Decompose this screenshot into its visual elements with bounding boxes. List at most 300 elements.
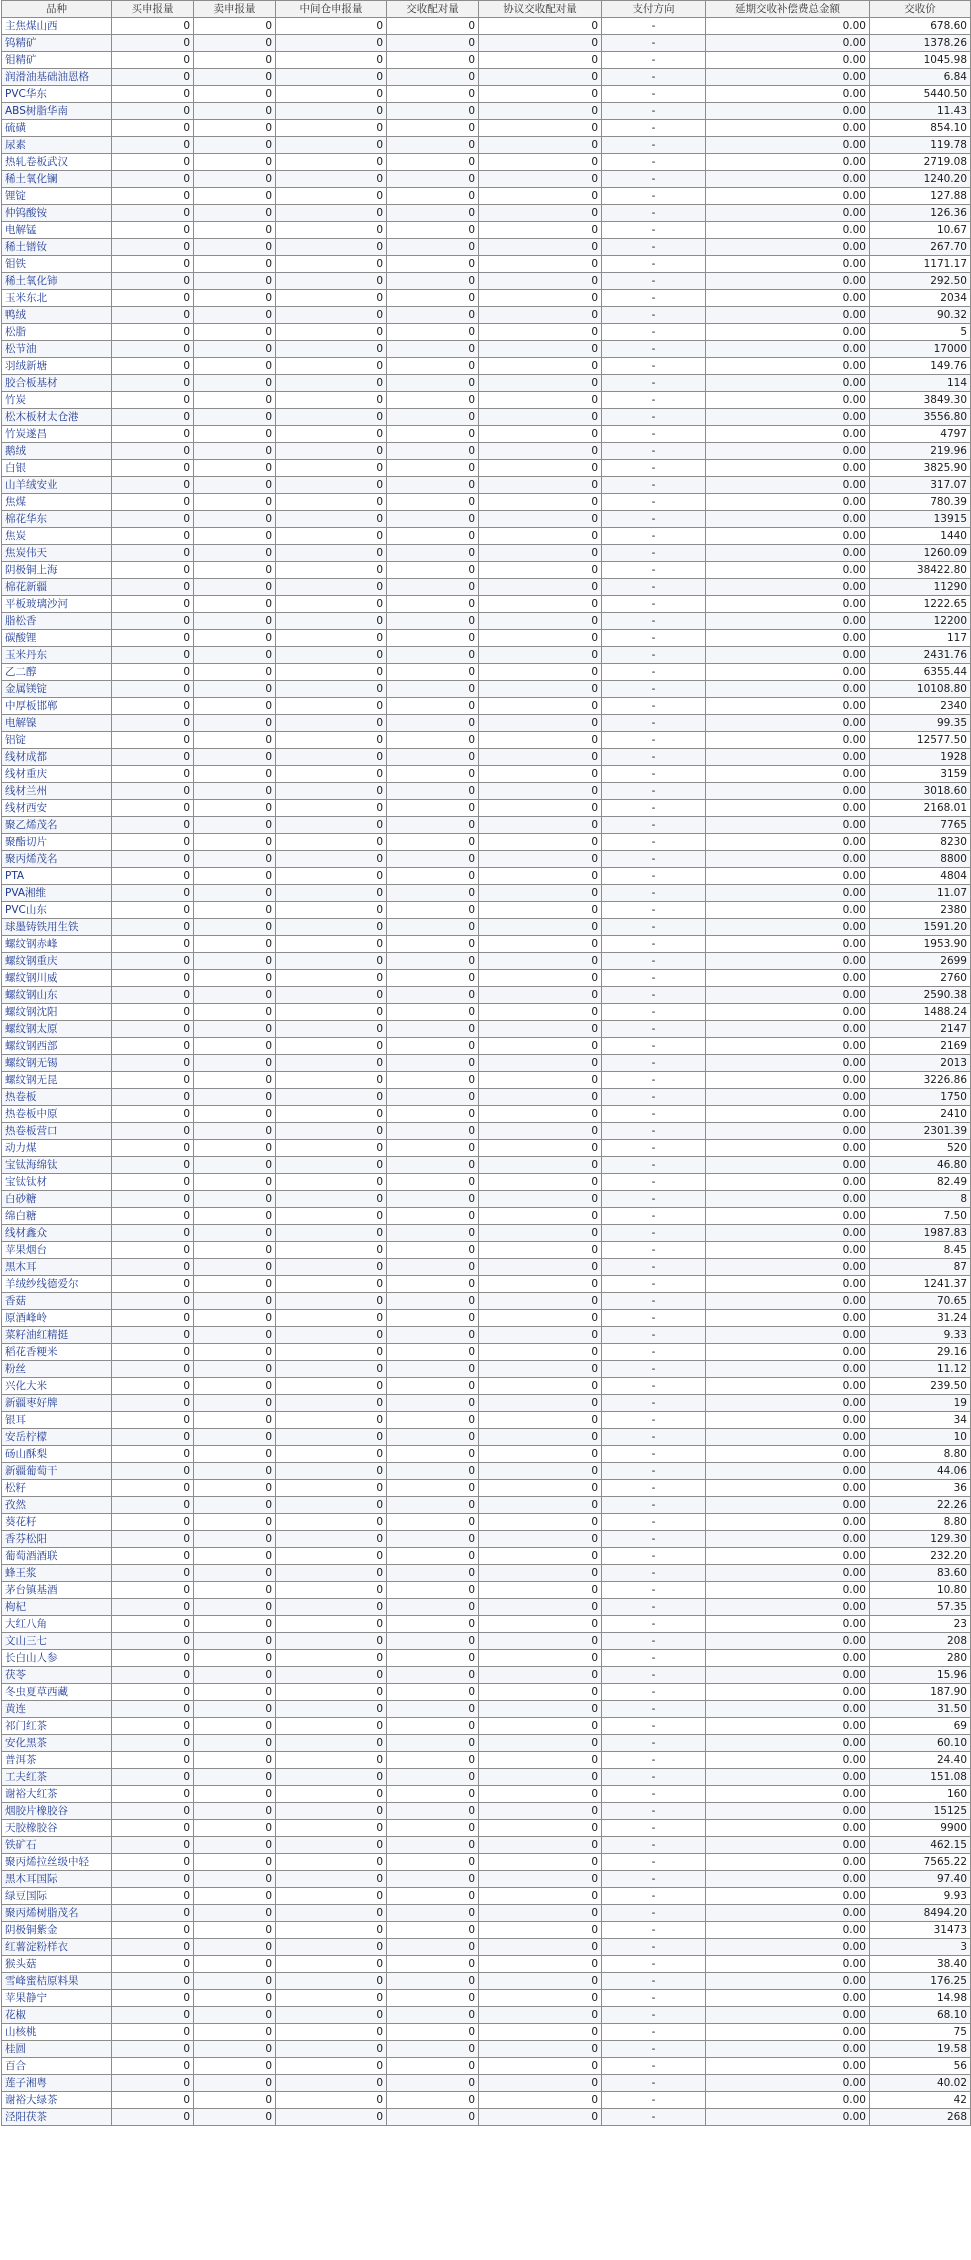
agreement-matched-qty-cell: 0 <box>479 222 602 239</box>
intermediary-qty-cell: 0 <box>276 545 387 562</box>
intermediary-qty-cell: 0 <box>276 358 387 375</box>
agreement-matched-qty-cell: 0 <box>479 392 602 409</box>
settlement-price-cell: 31.50 <box>870 1701 971 1718</box>
table-row <box>2 2007 971 2024</box>
buy-qty-cell: 0 <box>112 1667 194 1684</box>
variety-cell: 中厚板邯郸 <box>2 698 112 715</box>
payment-direction-cell: - <box>602 987 706 1004</box>
settlement-price-cell: 2431.76 <box>870 647 971 664</box>
variety-cell: 聚丙烯拉丝级中轻 <box>2 1854 112 1871</box>
intermediary-qty-cell: 0 <box>276 1072 387 1089</box>
intermediary-qty-cell: 0 <box>276 766 387 783</box>
sell-qty-cell: 0 <box>194 1038 276 1055</box>
intermediary-qty-cell: 0 <box>276 1939 387 1956</box>
sell-qty-cell: 0 <box>194 1548 276 1565</box>
sell-qty-cell: 0 <box>194 2007 276 2024</box>
agreement-matched-qty-cell: 0 <box>479 324 602 341</box>
variety-cell: 山羊绒安业 <box>2 477 112 494</box>
table-row <box>2 613 971 630</box>
matched-qty-cell: 0 <box>387 681 479 698</box>
deferred-compensation-cell: 0.00 <box>706 1973 870 1990</box>
table-row <box>2 477 971 494</box>
intermediary-qty-cell: 0 <box>276 1667 387 1684</box>
variety-cell: 铁矿石 <box>2 1837 112 1854</box>
variety-cell: PVC山东 <box>2 902 112 919</box>
table-row <box>2 1990 971 2007</box>
sell-qty-cell: 0 <box>194 783 276 800</box>
variety-cell: 稀土氧化镧 <box>2 171 112 188</box>
settlement-price-cell: 19 <box>870 1395 971 1412</box>
sell-qty-cell: 0 <box>194 205 276 222</box>
matched-qty-cell: 0 <box>387 851 479 868</box>
buy-qty-cell: 0 <box>112 817 194 834</box>
variety-cell: 鹅绒 <box>2 443 112 460</box>
agreement-matched-qty-cell: 0 <box>479 511 602 528</box>
matched-qty-cell: 0 <box>387 1956 479 1973</box>
table-row <box>2 1378 971 1395</box>
sell-qty-cell: 0 <box>194 664 276 681</box>
settlement-price-cell: 1240.20 <box>870 171 971 188</box>
intermediary-qty-cell: 0 <box>276 443 387 460</box>
agreement-matched-qty-cell: 0 <box>479 2041 602 2058</box>
variety-cell: 热轧卷板武汉 <box>2 154 112 171</box>
table-row <box>2 2075 971 2092</box>
variety-cell: 电解锰 <box>2 222 112 239</box>
intermediary-qty-cell: 0 <box>276 1106 387 1123</box>
settlement-price-cell: 114 <box>870 375 971 392</box>
buy-qty-cell: 0 <box>112 1701 194 1718</box>
payment-direction-cell: - <box>602 766 706 783</box>
agreement-matched-qty-cell: 0 <box>479 1378 602 1395</box>
matched-qty-cell: 0 <box>387 1412 479 1429</box>
buy-qty-cell: 0 <box>112 1038 194 1055</box>
payment-direction-cell: - <box>602 1922 706 1939</box>
table-row <box>2 1633 971 1650</box>
deferred-compensation-cell: 0.00 <box>706 1684 870 1701</box>
table-row <box>2 1786 971 1803</box>
buy-qty-cell: 0 <box>112 1752 194 1769</box>
matched-qty-cell: 0 <box>387 1344 479 1361</box>
deferred-compensation-cell: 0.00 <box>706 1480 870 1497</box>
intermediary-qty-cell: 0 <box>276 1378 387 1395</box>
sell-qty-cell: 0 <box>194 1667 276 1684</box>
buy-qty-cell: 0 <box>112 1769 194 1786</box>
sell-qty-cell: 0 <box>194 1157 276 1174</box>
agreement-matched-qty-cell: 0 <box>479 1667 602 1684</box>
deferred-compensation-cell: 0.00 <box>706 919 870 936</box>
intermediary-qty-cell: 0 <box>276 1191 387 1208</box>
sell-qty-cell: 0 <box>194 1854 276 1871</box>
matched-qty-cell: 0 <box>387 1718 479 1735</box>
table-row <box>2 596 971 613</box>
payment-direction-cell: - <box>602 1565 706 1582</box>
settlement-price-cell: 2168.01 <box>870 800 971 817</box>
sell-qty-cell: 0 <box>194 1463 276 1480</box>
settlement-price-cell: 5 <box>870 324 971 341</box>
variety-cell: 冬虫夏草西藏 <box>2 1684 112 1701</box>
deferred-compensation-cell: 0.00 <box>706 120 870 137</box>
agreement-matched-qty-cell: 0 <box>479 239 602 256</box>
sell-qty-cell: 0 <box>194 647 276 664</box>
payment-direction-cell: - <box>602 1599 706 1616</box>
table-row <box>2 154 971 171</box>
payment-direction-cell: - <box>602 1718 706 1735</box>
table-row <box>2 460 971 477</box>
variety-cell: 香菇 <box>2 1293 112 1310</box>
deferred-compensation-cell: 0.00 <box>706 1004 870 1021</box>
deferred-compensation-cell: 0.00 <box>706 324 870 341</box>
table-row <box>2 1276 971 1293</box>
payment-direction-cell: - <box>602 817 706 834</box>
table-row <box>2 2041 971 2058</box>
variety-cell: 黄连 <box>2 1701 112 1718</box>
matched-qty-cell: 0 <box>387 817 479 834</box>
buy-qty-cell: 0 <box>112 35 194 52</box>
sell-qty-cell: 0 <box>194 681 276 698</box>
agreement-matched-qty-cell: 0 <box>479 1412 602 1429</box>
variety-cell: 宝钛钛材 <box>2 1174 112 1191</box>
table-row <box>2 1089 971 1106</box>
table-row <box>2 1582 971 1599</box>
settlement-price-cell: 232.20 <box>870 1548 971 1565</box>
settlement-price-cell: 4797 <box>870 426 971 443</box>
intermediary-qty-cell: 0 <box>276 1395 387 1412</box>
sell-qty-cell: 0 <box>194 1514 276 1531</box>
table-row <box>2 239 971 256</box>
payment-direction-cell: - <box>602 1429 706 1446</box>
payment-direction-cell: - <box>602 664 706 681</box>
deferred-compensation-cell: 0.00 <box>706 1191 870 1208</box>
sell-qty-cell: 0 <box>194 834 276 851</box>
agreement-matched-qty-cell: 0 <box>479 1531 602 1548</box>
matched-qty-cell: 0 <box>387 1803 479 1820</box>
table-row <box>2 664 971 681</box>
variety-cell: 钼精矿 <box>2 52 112 69</box>
matched-qty-cell: 0 <box>387 2007 479 2024</box>
settlement-price-cell: 22.26 <box>870 1497 971 1514</box>
intermediary-qty-cell: 0 <box>276 1140 387 1157</box>
payment-direction-cell: - <box>602 783 706 800</box>
deferred-compensation-cell: 0.00 <box>706 205 870 222</box>
sell-qty-cell: 0 <box>194 154 276 171</box>
settlement-price-cell: 31.24 <box>870 1310 971 1327</box>
deferred-compensation-cell: 0.00 <box>706 1769 870 1786</box>
intermediary-qty-cell: 0 <box>276 1820 387 1837</box>
buy-qty-cell: 0 <box>112 1650 194 1667</box>
sell-qty-cell: 0 <box>194 1072 276 1089</box>
matched-qty-cell: 0 <box>387 1463 479 1480</box>
deferred-compensation-cell: 0.00 <box>706 1463 870 1480</box>
agreement-matched-qty-cell: 0 <box>479 273 602 290</box>
deferred-compensation-cell: 0.00 <box>706 851 870 868</box>
variety-cell: 铝锭 <box>2 732 112 749</box>
matched-qty-cell: 0 <box>387 205 479 222</box>
variety-cell: PVA湘维 <box>2 885 112 902</box>
settlement-price-cell: 1440 <box>870 528 971 545</box>
agreement-matched-qty-cell: 0 <box>479 1259 602 1276</box>
variety-cell: 线材西安 <box>2 800 112 817</box>
agreement-matched-qty-cell: 0 <box>479 290 602 307</box>
settlement-price-cell: 127.88 <box>870 188 971 205</box>
sell-qty-cell: 0 <box>194 1803 276 1820</box>
matched-qty-cell: 0 <box>387 188 479 205</box>
agreement-matched-qty-cell: 0 <box>479 970 602 987</box>
matched-qty-cell: 0 <box>387 1276 479 1293</box>
matched-qty-cell: 0 <box>387 324 479 341</box>
deferred-compensation-cell: 0.00 <box>706 86 870 103</box>
buy-qty-cell: 0 <box>112 1854 194 1871</box>
col-header-buy-qty: 买申报量 <box>112 1 194 18</box>
agreement-matched-qty-cell: 0 <box>479 1650 602 1667</box>
deferred-compensation-cell: 0.00 <box>706 562 870 579</box>
intermediary-qty-cell: 0 <box>276 494 387 511</box>
sell-qty-cell: 0 <box>194 69 276 86</box>
intermediary-qty-cell: 0 <box>276 1922 387 1939</box>
settlement-price-cell: 117 <box>870 630 971 647</box>
settlement-price-cell: 1750 <box>870 1089 971 1106</box>
matched-qty-cell: 0 <box>387 1701 479 1718</box>
buy-qty-cell: 0 <box>112 987 194 1004</box>
intermediary-qty-cell: 0 <box>276 1599 387 1616</box>
settlement-price-cell: 11.12 <box>870 1361 971 1378</box>
settlement-price-cell: 854.10 <box>870 120 971 137</box>
settlement-price-cell: 24.40 <box>870 1752 971 1769</box>
buy-qty-cell: 0 <box>112 1191 194 1208</box>
matched-qty-cell: 0 <box>387 443 479 460</box>
deferred-compensation-cell: 0.00 <box>706 1038 870 1055</box>
sell-qty-cell: 0 <box>194 1310 276 1327</box>
variety-cell: 线材成都 <box>2 749 112 766</box>
matched-qty-cell: 0 <box>387 596 479 613</box>
settlement-price-cell: 1987.83 <box>870 1225 971 1242</box>
matched-qty-cell: 0 <box>387 800 479 817</box>
buy-qty-cell: 0 <box>112 52 194 69</box>
agreement-matched-qty-cell: 0 <box>479 851 602 868</box>
deferred-compensation-cell: 0.00 <box>706 749 870 766</box>
table-row <box>2 1429 971 1446</box>
intermediary-qty-cell: 0 <box>276 1497 387 1514</box>
settlement-price-cell: 34 <box>870 1412 971 1429</box>
buy-qty-cell: 0 <box>112 1429 194 1446</box>
table-row <box>2 426 971 443</box>
variety-cell: 宝钛海绵钛 <box>2 1157 112 1174</box>
agreement-matched-qty-cell: 0 <box>479 1752 602 1769</box>
buy-qty-cell: 0 <box>112 1412 194 1429</box>
table-row <box>2 936 971 953</box>
buy-qty-cell: 0 <box>112 1208 194 1225</box>
table-row <box>2 1106 971 1123</box>
sell-qty-cell: 0 <box>194 885 276 902</box>
buy-qty-cell: 0 <box>112 2075 194 2092</box>
settlement-price-cell: 12200 <box>870 613 971 630</box>
deferred-compensation-cell: 0.00 <box>706 1565 870 1582</box>
table-row <box>2 1140 971 1157</box>
agreement-matched-qty-cell: 0 <box>479 1599 602 1616</box>
buy-qty-cell: 0 <box>112 851 194 868</box>
table-row <box>2 69 971 86</box>
deferred-compensation-cell: 0.00 <box>706 69 870 86</box>
payment-direction-cell: - <box>602 528 706 545</box>
agreement-matched-qty-cell: 0 <box>479 1769 602 1786</box>
variety-cell: 乙二醇 <box>2 664 112 681</box>
matched-qty-cell: 0 <box>387 494 479 511</box>
matched-qty-cell: 0 <box>387 1072 479 1089</box>
deferred-compensation-cell: 0.00 <box>706 596 870 613</box>
variety-cell: 葡萄酒酒联 <box>2 1548 112 1565</box>
variety-cell: 谢裕大红茶 <box>2 1786 112 1803</box>
deferred-compensation-cell: 0.00 <box>706 579 870 596</box>
table-row <box>2 1191 971 1208</box>
payment-direction-cell: - <box>602 596 706 613</box>
deferred-compensation-cell: 0.00 <box>706 1497 870 1514</box>
buy-qty-cell: 0 <box>112 120 194 137</box>
sell-qty-cell: 0 <box>194 562 276 579</box>
payment-direction-cell: - <box>602 1905 706 1922</box>
settlement-price-cell: 83.60 <box>870 1565 971 1582</box>
agreement-matched-qty-cell: 0 <box>479 545 602 562</box>
sell-qty-cell: 0 <box>194 477 276 494</box>
variety-cell: 粉丝 <box>2 1361 112 1378</box>
table-row <box>2 1208 971 1225</box>
agreement-matched-qty-cell: 0 <box>479 902 602 919</box>
intermediary-qty-cell: 0 <box>276 375 387 392</box>
deferred-compensation-cell: 0.00 <box>706 715 870 732</box>
intermediary-qty-cell: 0 <box>276 511 387 528</box>
matched-qty-cell: 0 <box>387 1038 479 1055</box>
table-row <box>2 1072 971 1089</box>
matched-qty-cell: 0 <box>387 1327 479 1344</box>
table-row <box>2 1820 971 1837</box>
intermediary-qty-cell: 0 <box>276 392 387 409</box>
variety-cell: 胶合板基材 <box>2 375 112 392</box>
matched-qty-cell: 0 <box>387 2024 479 2041</box>
settlement-price-cell: 119.78 <box>870 137 971 154</box>
variety-cell: 聚乙烯茂名 <box>2 817 112 834</box>
variety-cell: 葵花籽 <box>2 1514 112 1531</box>
payment-direction-cell: - <box>602 1939 706 1956</box>
deferred-compensation-cell: 0.00 <box>706 1225 870 1242</box>
payment-direction-cell: - <box>602 1055 706 1072</box>
payment-direction-cell: - <box>602 120 706 137</box>
payment-direction-cell: - <box>602 1871 706 1888</box>
sell-qty-cell: 0 <box>194 1106 276 1123</box>
deferred-compensation-cell: 0.00 <box>706 171 870 188</box>
matched-qty-cell: 0 <box>387 698 479 715</box>
intermediary-qty-cell: 0 <box>276 205 387 222</box>
payment-direction-cell: - <box>602 1225 706 1242</box>
settlement-price-cell: 7565.22 <box>870 1854 971 1871</box>
payment-direction-cell: - <box>602 103 706 120</box>
table-row <box>2 1514 971 1531</box>
table-row <box>2 18 971 35</box>
col-header-matched-qty: 交收配对量 <box>387 1 479 18</box>
intermediary-qty-cell: 0 <box>276 120 387 137</box>
settlement-price-cell: 176.25 <box>870 1973 971 1990</box>
settlement-price-cell: 2147 <box>870 1021 971 1038</box>
deferred-compensation-cell: 0.00 <box>706 1752 870 1769</box>
deferred-compensation-cell: 0.00 <box>706 2041 870 2058</box>
deferred-compensation-cell: 0.00 <box>706 1395 870 1412</box>
buy-qty-cell: 0 <box>112 239 194 256</box>
sell-qty-cell: 0 <box>194 2024 276 2041</box>
matched-qty-cell: 0 <box>387 1021 479 1038</box>
deferred-compensation-cell: 0.00 <box>706 1344 870 1361</box>
agreement-matched-qty-cell: 0 <box>479 1497 602 1514</box>
intermediary-qty-cell: 0 <box>276 1021 387 1038</box>
table-row <box>2 290 971 307</box>
deferred-compensation-cell: 0.00 <box>706 953 870 970</box>
variety-cell: 螺纹钢赤峰 <box>2 936 112 953</box>
table-row <box>2 1871 971 1888</box>
variety-cell: 桂圆 <box>2 2041 112 2058</box>
table-row <box>2 358 971 375</box>
agreement-matched-qty-cell: 0 <box>479 1429 602 1446</box>
matched-qty-cell: 0 <box>387 1259 479 1276</box>
deferred-compensation-cell: 0.00 <box>706 494 870 511</box>
agreement-matched-qty-cell: 0 <box>479 987 602 1004</box>
sell-qty-cell: 0 <box>194 817 276 834</box>
variety-cell: 螺纹钢太原 <box>2 1021 112 1038</box>
matched-qty-cell: 0 <box>387 987 479 1004</box>
matched-qty-cell: 0 <box>387 409 479 426</box>
sell-qty-cell: 0 <box>194 103 276 120</box>
sell-qty-cell: 0 <box>194 1208 276 1225</box>
deferred-compensation-cell: 0.00 <box>706 154 870 171</box>
variety-cell: 线材重庆 <box>2 766 112 783</box>
buy-qty-cell: 0 <box>112 1293 194 1310</box>
intermediary-qty-cell: 0 <box>276 1276 387 1293</box>
settlement-price-cell: 8230 <box>870 834 971 851</box>
settlement-price-cell: 3018.60 <box>870 783 971 800</box>
table-row <box>2 851 971 868</box>
table-row <box>2 817 971 834</box>
matched-qty-cell: 0 <box>387 222 479 239</box>
matched-qty-cell: 0 <box>387 902 479 919</box>
buy-qty-cell: 0 <box>112 1174 194 1191</box>
agreement-matched-qty-cell: 0 <box>479 1718 602 1735</box>
settlement-price-cell: 3 <box>870 1939 971 1956</box>
variety-cell: 安岳柠檬 <box>2 1429 112 1446</box>
payment-direction-cell: - <box>602 630 706 647</box>
intermediary-qty-cell: 0 <box>276 613 387 630</box>
buy-qty-cell: 0 <box>112 1616 194 1633</box>
matched-qty-cell: 0 <box>387 1735 479 1752</box>
payment-direction-cell: - <box>602 749 706 766</box>
matched-qty-cell: 0 <box>387 358 479 375</box>
payment-direction-cell: - <box>602 647 706 664</box>
table-body <box>2 18 971 2126</box>
variety-cell: 苹果烟台 <box>2 1242 112 1259</box>
variety-cell: 聚丙烯树脂茂名 <box>2 1905 112 1922</box>
deferred-compensation-cell: 0.00 <box>706 426 870 443</box>
buy-qty-cell: 0 <box>112 868 194 885</box>
settlement-price-cell: 97.40 <box>870 1871 971 1888</box>
variety-cell: 鸭绒 <box>2 307 112 324</box>
deferred-compensation-cell: 0.00 <box>706 409 870 426</box>
table-row <box>2 188 971 205</box>
deferred-compensation-cell: 0.00 <box>706 902 870 919</box>
intermediary-qty-cell: 0 <box>276 1429 387 1446</box>
table-row <box>2 494 971 511</box>
matched-qty-cell: 0 <box>387 69 479 86</box>
buy-qty-cell: 0 <box>112 494 194 511</box>
buy-qty-cell: 0 <box>112 1004 194 1021</box>
payment-direction-cell: - <box>602 1140 706 1157</box>
intermediary-qty-cell: 0 <box>276 69 387 86</box>
table-row <box>2 749 971 766</box>
payment-direction-cell: - <box>602 1582 706 1599</box>
matched-qty-cell: 0 <box>387 2109 479 2126</box>
